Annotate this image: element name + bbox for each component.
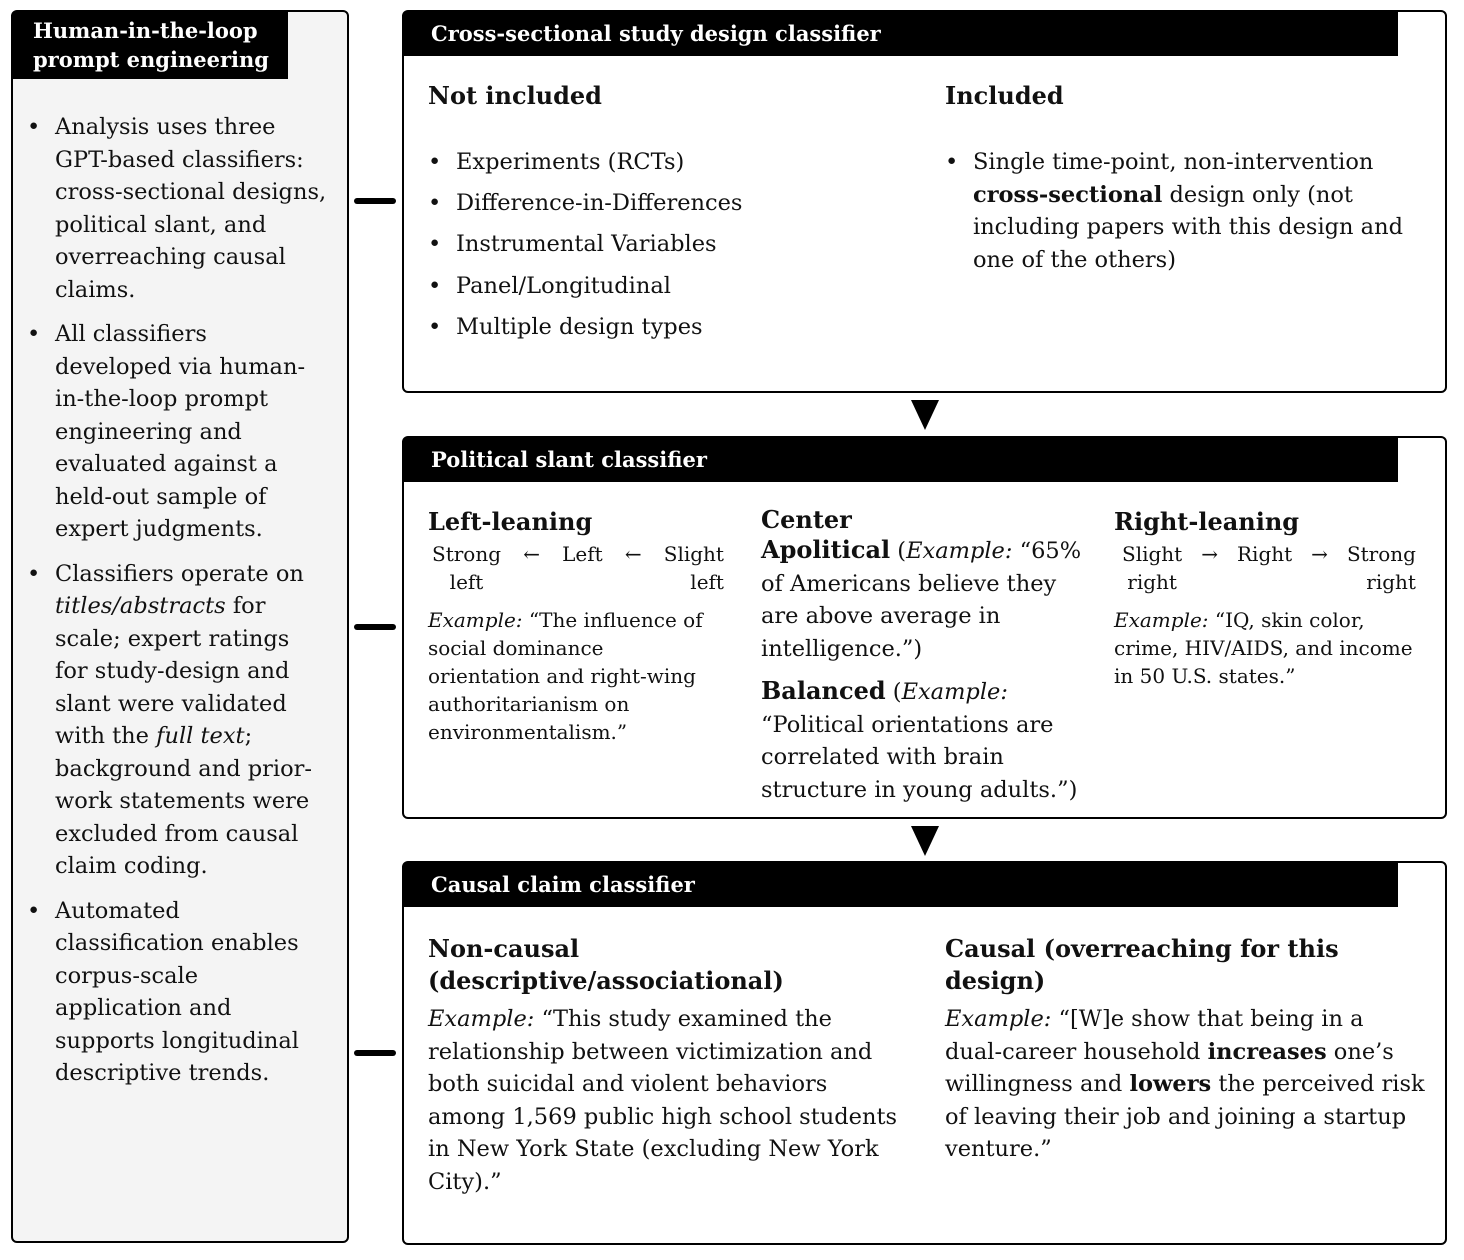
right-leaning-column (1114, 506, 1424, 690)
apolitical-open: ( (890, 538, 907, 564)
scale-arrow-right-icon: → (1311, 542, 1328, 566)
not-included-item: • Multiple design types (428, 311, 898, 344)
left-leaning-column (428, 506, 728, 746)
balanced-block (761, 675, 1086, 806)
causal-text-d: lowers (1129, 1071, 1212, 1097)
left-title-line-2: prompt engineering (33, 47, 269, 72)
apolitical-label: Apolitical (761, 535, 891, 564)
not-included-item: • Experiments (RCTs) (428, 146, 898, 179)
scale-slight-right-a: Slight (1122, 542, 1183, 566)
balanced-open: ( (885, 679, 902, 705)
left-bullet-1: • Analysis uses three GPT-based classifiers: cross-sectional designs, political slant, and overreaching causal claims. (27, 111, 327, 306)
right-scale (1114, 540, 1424, 596)
left-bullet-4: • Automated classification enables corpus-scale application and supports longitudinal descriptive trends. (27, 895, 327, 1090)
apolitical-text: “65% of Americans believe they are above average in intelligence.”) (761, 538, 1082, 662)
left-leaning-heading: Left-leaning (428, 507, 593, 536)
scale-slight-right (1122, 540, 1182, 596)
connector-causal-claim (354, 1050, 396, 1056)
causal-example-label: Example: (945, 1006, 1052, 1032)
included-text-c: design only (not including papers with this design and one of the others) (973, 181, 1403, 273)
scale-arrow-left-icon: ← (624, 542, 642, 566)
center-heading: Center (761, 505, 852, 534)
causal-column (945, 933, 1425, 1166)
center-column (761, 506, 1086, 806)
scale-slight-left (664, 540, 724, 596)
scale-left: Left (562, 542, 603, 566)
scale-strong-right-a: Strong (1346, 542, 1416, 566)
causal-claim-classifier-box (402, 861, 1447, 1245)
scale-strong-right-b: right (1366, 570, 1416, 594)
left-example-text: “The influence of social dominance orientation and right-wing authoritarianism on environmentalism.” (428, 608, 703, 744)
cross-sectional-title: Cross-sectional study design classifier (404, 12, 1398, 56)
causal-heading: Causal (overreaching for this design) (945, 934, 1339, 995)
scale-strong-left-b: left (449, 570, 484, 594)
left-bullet-3-a: Classifiers operate on (55, 560, 304, 587)
right-example-text: “IQ, skin color, crime, HIV/AIDS, and income in 50 U.S. states.” (1114, 608, 1413, 688)
left-bullet-3-c: for scale; expert ratings for study-design and slant were validated with the (55, 593, 290, 749)
causal-text-e: the perceived risk of leaving their job and joining a startup venture.” (945, 1071, 1425, 1162)
included-item (945, 146, 1435, 276)
noncausal-column (428, 933, 903, 1198)
political-slant-title: Political slant classifier (404, 438, 1398, 482)
scale-strong-left (432, 540, 501, 596)
left-panel (11, 10, 349, 1243)
scale-arrow-right-icon: → (1201, 542, 1218, 566)
apolitical-block (761, 534, 1086, 665)
scale-slight-left-b: left (690, 570, 724, 594)
left-example-label: Example: (428, 608, 523, 632)
included-heading: Included (945, 81, 1064, 110)
scale-strong-left-a: Strong (432, 542, 502, 566)
noncausal-example-label: Example: (428, 1006, 535, 1032)
not-included-heading: Not included (428, 81, 602, 110)
noncausal-example-text: “This study examined the relationship between victimization and both suicidal and violent behaviors among 1,569 public high school students in New York State (excluding New York City).” (428, 1006, 898, 1195)
left-bullet-3-b: titles/abstracts (55, 593, 226, 619)
connector-political-slant (354, 624, 396, 630)
not-included-list (428, 146, 898, 352)
scale-right: Right (1236, 542, 1293, 566)
left-bullet-3 (27, 558, 327, 883)
cross-sectional-classifier-box (402, 10, 1447, 393)
scale-arrow-left-icon: ← (523, 542, 540, 566)
balanced-label: Balanced (761, 676, 886, 705)
scale-strong-right (1347, 540, 1416, 596)
noncausal-example (428, 1003, 903, 1198)
balanced-example-label: Example: (901, 679, 1008, 705)
causal-text-b: increases (1207, 1038, 1327, 1065)
right-leaning-heading: Right-leaning (1114, 507, 1300, 536)
not-included-item: • Instrumental Variables (428, 228, 898, 261)
not-included-item: • Difference-in-Differences (428, 187, 898, 220)
left-bullet-2: • All classifiers developed via human-in-the-loop prompt engineering and evaluated against a held-out sample of expert judgments. (27, 318, 327, 546)
apolitical-example-label: Example: (906, 538, 1013, 564)
connector-cross-sectional (354, 198, 396, 204)
included-text-a: Single time-point, non-intervention (973, 149, 1374, 175)
causal-text-a: “[W]e show that being in a dual-career household (945, 1006, 1364, 1065)
right-example-label: Example: (1114, 608, 1209, 632)
left-bullet-3-d: full text (156, 723, 245, 749)
not-included-item: • Panel/Longitudinal (428, 270, 898, 303)
scale-slight-right-b: right (1127, 570, 1177, 594)
causal-text-c: one’s willingness and (945, 1038, 1394, 1097)
left-panel-title (13, 12, 288, 79)
balanced-text: “Political orientations are correlated with brain structure in young adults.”) (761, 711, 1078, 803)
causal-claim-title: Causal claim classifier (404, 863, 1398, 907)
left-bullet-3-e: ; background and prior-work statements were excluded from causal claim coding. (55, 723, 313, 879)
down-arrow-icon (911, 400, 939, 430)
left-scale (428, 540, 728, 596)
political-slant-classifier-box (402, 436, 1447, 819)
left-bullet-list (27, 111, 327, 1102)
included-text-b: cross-sectional (973, 181, 1163, 208)
down-arrow-icon (911, 826, 939, 856)
left-leaning-example (428, 606, 714, 746)
left-title-line-1: Human-in-the-loop (33, 18, 258, 43)
causal-example (945, 1003, 1425, 1166)
noncausal-heading: Non-causal (descriptive/associational) (428, 934, 784, 995)
scale-slight-left-a: Slight (663, 542, 724, 566)
included-list (945, 146, 1435, 276)
right-leaning-example (1114, 606, 1414, 690)
